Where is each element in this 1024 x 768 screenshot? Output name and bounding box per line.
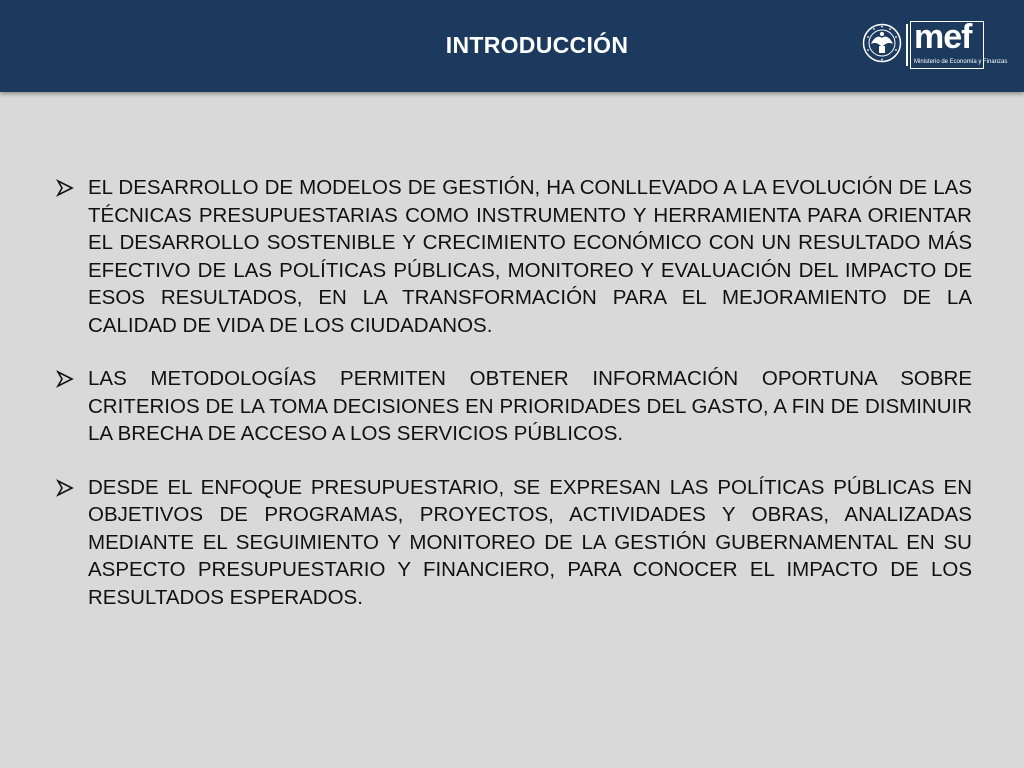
- brand-subtitle: Ministerio de Economía y Finanzas: [914, 59, 1008, 65]
- bullet-item: [52, 174, 972, 339]
- national-seal-icon: [862, 23, 902, 63]
- arrow-bullet-icon: [56, 179, 74, 197]
- bullet-text: DESDE EL ENFOQUE PRESUPUESTARIO, SE EXPRESAN LAS POLÍTICAS PÚBLICAS EN OBJETIVOS DE PROGRAMAS, PROYECTOS, ACTIVIDADES Y OBRAS, ANALIZADAS MEDIANTE EL SEGUIMIENTO Y MONITOREO DE LA GESTIÓN GUBERNAMENTAL EN SU ASPECTO PRESUPUESTARIO Y FINANCIERO, PARA CONOCER EL IMPACTO DE LOS RESULTADOS ESPERADOS.: [88, 475, 972, 609]
- bullet-item: [52, 474, 972, 612]
- slide-title: INTRODUCCIÓN: [445, 32, 629, 58]
- arrow-bullet-icon: [56, 479, 74, 497]
- bullet-text: LAS METODOLOGÍAS PERMITEN OBTENER INFORMACIÓN OPORTUNA SOBRE CRITERIOS DE LA TOMA DECISIONES EN PRIORIDADES DEL GASTO, A FIN DE DISMINUIR LA BRECHA DE ACCESO A LOS SERVICIOS PÚBLICOS.: [88, 367, 972, 445]
- bullet-text: EL DESARROLLO DE MODELOS DE GESTIÓN, HA CONLLEVADO A LA EVOLUCIÓN DE LAS TÉCNICAS PRESUPUESTARIAS COMO INSTRUMENTO Y HERRAMIENTA PARA ORIENTAR EL DESARROLLO SOSTENIBLE Y CRECIMIENTO ECONÓMICO CON UN RESULTADO MÁS EFECTIVO DE LAS POLÍTICAS PÚBLICAS, MONITOREO Y EVALUACIÓN DEL IMPACTO DE ESOS RESULTADOS, EN LA TRANSFORMACIÓN PARA EL MEJORAMIENTO DE LA CALIDAD DE VIDA DE LOS CIUDADANOS.: [88, 176, 972, 337]
- header-bar: [0, 0, 1024, 92]
- logo-divider: [906, 24, 908, 66]
- bullet-list: [52, 174, 972, 637]
- brand-wordmark: mef: [914, 18, 972, 56]
- arrow-bullet-icon: [56, 370, 74, 388]
- ministry-logo: [862, 18, 1008, 72]
- brand-box: [910, 18, 1008, 69]
- bullet-item: [52, 365, 972, 448]
